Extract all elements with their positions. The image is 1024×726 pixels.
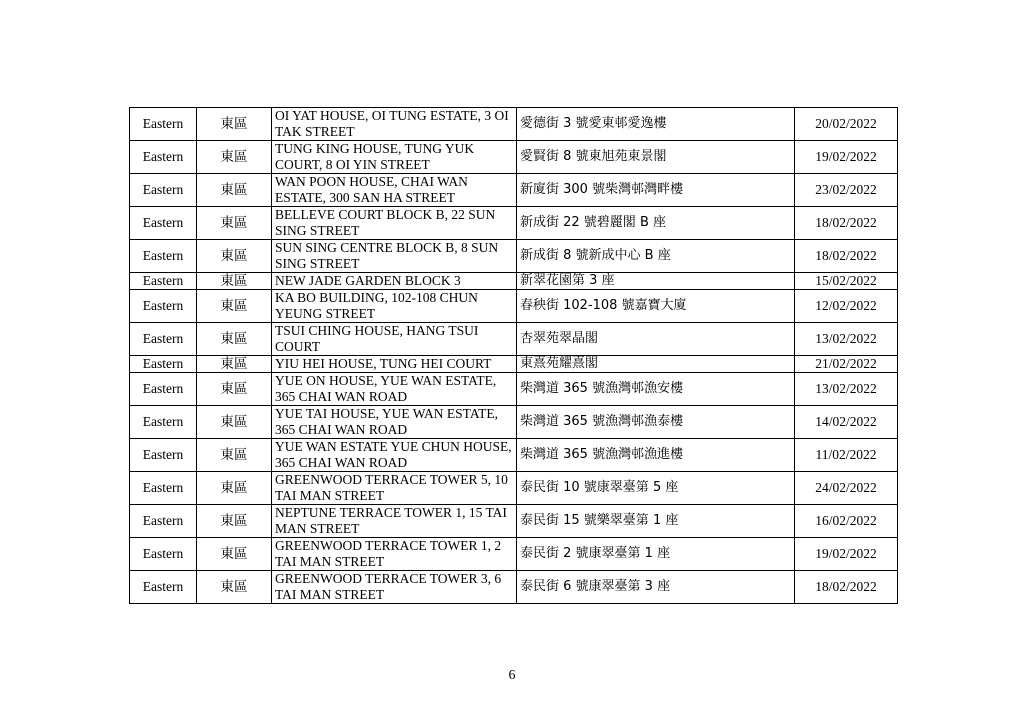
district-cell: Eastern bbox=[130, 207, 197, 240]
district-cell: Eastern bbox=[130, 571, 197, 604]
address-zh-cell: 柴灣道 365 號漁灣邨漁泰樓 bbox=[517, 406, 795, 439]
address-en-cell: OI YAT HOUSE, OI TUNG ESTATE, 3 OI TAK STREET bbox=[272, 108, 517, 141]
district-cell: Eastern bbox=[130, 108, 197, 141]
date-cell: 24/02/2022 bbox=[795, 472, 898, 505]
district-cell: Eastern bbox=[130, 323, 197, 356]
district-cell: Eastern bbox=[130, 356, 197, 373]
district-zh-cell: 東區 bbox=[197, 108, 272, 141]
table-row bbox=[130, 472, 898, 505]
address-en-cell: GREENWOOD TERRACE TOWER 5, 10 TAI MAN STREET bbox=[272, 472, 517, 505]
district-zh-cell: 東區 bbox=[197, 439, 272, 472]
address-en-cell: GREENWOOD TERRACE TOWER 1, 2 TAI MAN STREET bbox=[272, 538, 517, 571]
table-row bbox=[130, 290, 898, 323]
date-cell: 19/02/2022 bbox=[795, 538, 898, 571]
date-cell: 23/02/2022 bbox=[795, 174, 898, 207]
address-zh-cell: 新成街 22 號碧麗閣 B 座 bbox=[517, 207, 795, 240]
table-row bbox=[130, 538, 898, 571]
address-en-cell: NEPTUNE TERRACE TOWER 1, 15 TAI MAN STREET bbox=[272, 505, 517, 538]
table-body bbox=[130, 108, 898, 604]
buildings-table bbox=[129, 107, 898, 604]
date-cell: 19/02/2022 bbox=[795, 141, 898, 174]
page-number: 6 bbox=[508, 668, 516, 683]
date-cell: 20/02/2022 bbox=[795, 108, 898, 141]
address-zh-cell: 泰民街 15 號樂翠臺第 1 座 bbox=[517, 505, 795, 538]
district-zh-cell: 東區 bbox=[197, 174, 272, 207]
date-cell: 21/02/2022 bbox=[795, 356, 898, 373]
district-zh-cell: 東區 bbox=[197, 207, 272, 240]
district-zh-cell: 東區 bbox=[197, 505, 272, 538]
table-row bbox=[130, 207, 898, 240]
address-zh-cell: 泰民街 10 號康翠臺第 5 座 bbox=[517, 472, 795, 505]
table-row bbox=[130, 373, 898, 406]
district-zh-cell: 東區 bbox=[197, 356, 272, 373]
district-cell: Eastern bbox=[130, 373, 197, 406]
table-row bbox=[130, 108, 898, 141]
district-zh-cell: 東區 bbox=[197, 323, 272, 356]
table-row bbox=[130, 141, 898, 174]
district-cell: Eastern bbox=[130, 505, 197, 538]
district-cell: Eastern bbox=[130, 538, 197, 571]
address-en-cell: YUE ON HOUSE, YUE WAN ESTATE, 365 CHAI WAN ROAD bbox=[272, 373, 517, 406]
address-zh-cell: 春秧街 102-108 號嘉寶大廈 bbox=[517, 290, 795, 323]
address-zh-cell: 愛賢街 8 號東旭苑東景閣 bbox=[517, 141, 795, 174]
district-cell: Eastern bbox=[130, 141, 197, 174]
address-zh-cell: 新成街 8 號新成中心 B 座 bbox=[517, 240, 795, 273]
district-cell: Eastern bbox=[130, 174, 197, 207]
address-zh-cell: 愛德街 3 號愛東邨愛逸樓 bbox=[517, 108, 795, 141]
address-zh-cell: 新翠花園第 3 座 bbox=[517, 273, 795, 290]
address-en-cell: TUNG KING HOUSE, TUNG YUK COURT, 8 OI YIN STREET bbox=[272, 141, 517, 174]
table-row bbox=[130, 406, 898, 439]
address-zh-cell: 柴灣道 365 號漁灣邨漁進樓 bbox=[517, 439, 795, 472]
address-zh-cell: 泰民街 2 號康翠臺第 1 座 bbox=[517, 538, 795, 571]
address-zh-cell: 新廈街 300 號柴灣邨灣畔樓 bbox=[517, 174, 795, 207]
table-row bbox=[130, 240, 898, 273]
district-zh-cell: 東區 bbox=[197, 273, 272, 290]
address-zh-cell: 東熹苑耀熹閣 bbox=[517, 356, 795, 373]
district-zh-cell: 東區 bbox=[197, 571, 272, 604]
address-en-cell: YUE TAI HOUSE, YUE WAN ESTATE, 365 CHAI WAN ROAD bbox=[272, 406, 517, 439]
table-row bbox=[130, 356, 898, 373]
table-row bbox=[130, 273, 898, 290]
district-zh-cell: 東區 bbox=[197, 141, 272, 174]
address-en-cell: YUE WAN ESTATE YUE CHUN HOUSE, 365 CHAI WAN ROAD bbox=[272, 439, 517, 472]
table-row bbox=[130, 571, 898, 604]
district-cell: Eastern bbox=[130, 240, 197, 273]
address-en-cell: BELLEVE COURT BLOCK B, 22 SUN SING STREET bbox=[272, 207, 517, 240]
district-zh-cell: 東區 bbox=[197, 373, 272, 406]
district-cell: Eastern bbox=[130, 472, 197, 505]
date-cell: 14/02/2022 bbox=[795, 406, 898, 439]
date-cell: 18/02/2022 bbox=[795, 207, 898, 240]
date-cell: 13/02/2022 bbox=[795, 323, 898, 356]
date-cell: 16/02/2022 bbox=[795, 505, 898, 538]
date-cell: 18/02/2022 bbox=[795, 571, 898, 604]
district-zh-cell: 東區 bbox=[197, 472, 272, 505]
district-zh-cell: 東區 bbox=[197, 240, 272, 273]
district-cell: Eastern bbox=[130, 406, 197, 439]
district-zh-cell: 東區 bbox=[197, 290, 272, 323]
date-cell: 11/02/2022 bbox=[795, 439, 898, 472]
table-row bbox=[130, 439, 898, 472]
district-zh-cell: 東區 bbox=[197, 406, 272, 439]
table-row bbox=[130, 323, 898, 356]
address-en-cell: TSUI CHING HOUSE, HANG TSUI COURT bbox=[272, 323, 517, 356]
district-zh-cell: 東區 bbox=[197, 538, 272, 571]
date-cell: 18/02/2022 bbox=[795, 240, 898, 273]
address-zh-cell: 泰民街 6 號康翠臺第 3 座 bbox=[517, 571, 795, 604]
table-row bbox=[130, 174, 898, 207]
address-en-cell: KA BO BUILDING, 102-108 CHUN YEUNG STREET bbox=[272, 290, 517, 323]
date-cell: 15/02/2022 bbox=[795, 273, 898, 290]
table-row bbox=[130, 505, 898, 538]
date-cell: 13/02/2022 bbox=[795, 373, 898, 406]
address-en-cell: WAN POON HOUSE, CHAI WAN ESTATE, 300 SAN HA STREET bbox=[272, 174, 517, 207]
address-en-cell: YIU HEI HOUSE, TUNG HEI COURT bbox=[272, 356, 517, 373]
address-zh-cell: 杏翠苑翠晶閣 bbox=[517, 323, 795, 356]
district-cell: Eastern bbox=[130, 290, 197, 323]
district-cell: Eastern bbox=[130, 439, 197, 472]
address-en-cell: NEW JADE GARDEN BLOCK 3 bbox=[272, 273, 517, 290]
address-zh-cell: 柴灣道 365 號漁灣邨漁安樓 bbox=[517, 373, 795, 406]
district-cell: Eastern bbox=[130, 273, 197, 290]
date-cell: 12/02/2022 bbox=[795, 290, 898, 323]
address-en-cell: GREENWOOD TERRACE TOWER 3, 6 TAI MAN STREET bbox=[272, 571, 517, 604]
address-en-cell: SUN SING CENTRE BLOCK B, 8 SUN SING STREET bbox=[272, 240, 517, 273]
